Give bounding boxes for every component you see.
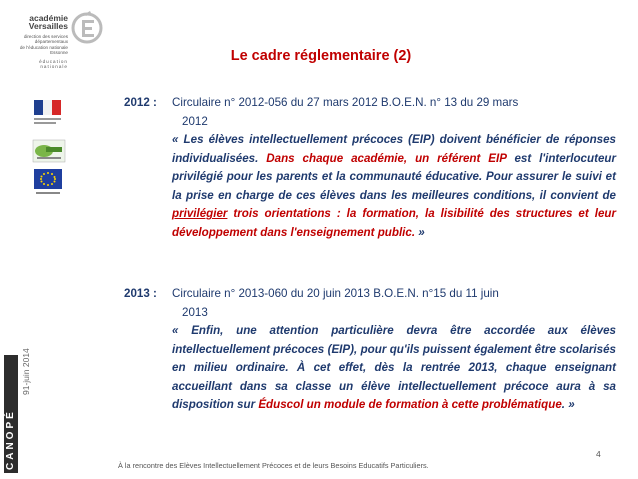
entry-2013-reference	[172, 285, 616, 322]
quote-2013-eduscol: Éduscol	[258, 398, 304, 412]
academie-versailles-logo	[8, 6, 104, 94]
academie-line2: Versailles	[28, 21, 68, 31]
entry-2013-quote	[172, 322, 616, 415]
slide-title: Le cadre réglementaire (2)	[230, 48, 412, 64]
academie-edu2: nationale	[40, 64, 68, 70]
academie-edu1: éducation	[39, 58, 68, 64]
quote-2012-referent: Dans chaque académie, un référent EIP	[266, 151, 507, 165]
fse-logo	[32, 138, 66, 164]
quote-2012-orientations: trois orientations : la formation, la lisibilité des structures et leur développement dans l'enseignement public.	[172, 207, 616, 239]
academie-logo-text	[8, 14, 68, 69]
academie-line1: académie	[29, 13, 68, 23]
sidebar	[0, 0, 118, 479]
quote-2012-privilegier: privilégier	[172, 207, 228, 221]
entry-2012-year: 2012 :	[124, 96, 157, 109]
entry-2012-ref-line2: 2012	[182, 114, 208, 128]
entry-2013-ref-line1: Circulaire n° 2013-060 du 20 juin 2013 B.O.E.N. n°15 du 11 juin	[172, 287, 499, 300]
academie-dept2: départementaux	[34, 39, 68, 45]
quote-2012-part1: « Les élèves intellectuellement précoces (EIP) doivent bénéficier de réponses individualisées.	[172, 133, 616, 165]
quote-2012-part3: est l'interlocuteur privilégié pour les parents et la communauté éducative. Pour assurer le suivi et la prise en charge de ces élèves dans les meilleures conditions, il convient de	[172, 151, 616, 202]
academie-dept3: de l'éducation nationale	[19, 44, 68, 50]
page-number: 4	[596, 449, 601, 459]
date-label: 91-juin 2014	[21, 348, 31, 395]
academie-dept4: Essonne	[50, 50, 68, 56]
entry-2013-ref-line2: 2013	[182, 305, 208, 319]
marianne-logo	[30, 98, 66, 128]
canope-label: CANOPÉ	[5, 409, 16, 470]
academie-e-icon	[70, 10, 104, 44]
union-europeenne-logo	[30, 168, 66, 200]
entry-2013-year: 2013 :	[124, 287, 157, 300]
quote-2013-close: . »	[561, 398, 575, 412]
academie-dept1: direction des services	[23, 34, 68, 39]
entry-2012-ref-line1: Circulaire n° 2012-056 du 27 mars 2012 B.O.E.N. n° 13 du 29 mars	[172, 96, 519, 109]
quote-2013-part1: « Enfin, une attention particulière devra être accordée aux élèves intellectuellement précoces (EIP), pour qu'ils puissent également être scolarisés en milieu ordinaire. À cet effet, dès la rentrée 2013, chaque enseignant accueillant dans sa classe un élève intellectuellement précoce aura à sa disposition sur	[172, 324, 616, 412]
entry-2012-quote	[172, 131, 616, 243]
entry-2012-reference	[172, 94, 616, 131]
quote-2013-module: un module de formation à cette problématique	[306, 398, 562, 412]
quote-2012-close: »	[415, 225, 425, 239]
slide-footer: À la rencontre des Elèves Intellectuellement Précoces et de leurs Besoins Educatifs Particuliers.	[118, 461, 429, 470]
